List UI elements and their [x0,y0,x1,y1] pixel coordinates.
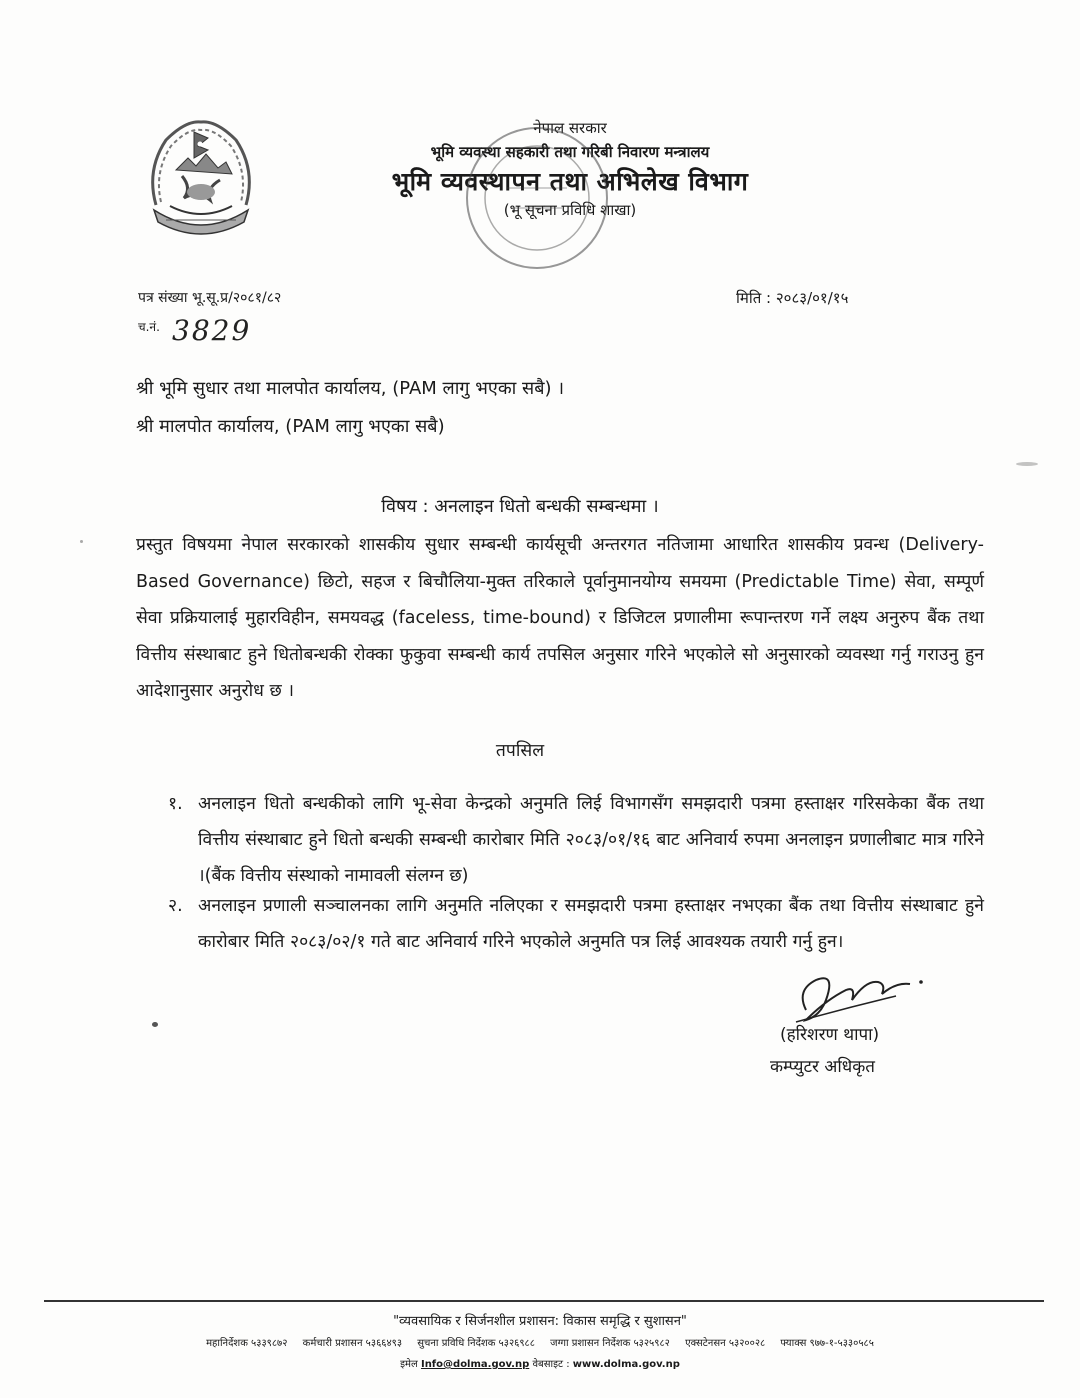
contact-number: फ्याक्स ९७७-१-५३३०५८५ [780,1338,874,1349]
contact-number: कर्मचारी प्रशासन ५३६६४९३ [302,1338,403,1349]
letter-date: मिति : २०८३/०१/१५ [736,289,849,307]
scan-speck [80,540,83,543]
email-link[interactable]: Info@dolma.gov.np [420,1359,530,1370]
footer-web-contacts [0,1356,1080,1370]
annex-item-number: १. [168,794,183,814]
signatory-name: (हरिशरण थापा) [780,1025,880,1045]
contact-number: सुचना प्रविधि निर्देशक ५३२६९८८ [417,1338,535,1349]
contact-number: एक्सटेनसन ५३२००२८ [685,1338,766,1349]
addressee-line: श्री भूमि सुधार तथा मालपोत कार्यालय, (PAM लागु भएका सबै) । [136,378,565,399]
annex-item-text: अनलाइन धितो बन्धकीको लागि भू-सेवा केन्द्रको अनुमति लिई विभागसँग समझदारी पत्रमा हस्ताक्षर गरिसकेका बैंक तथा वित्तीय संस्थाबाट हुने धितो बन्धकी सम्बन्धी कारोबार मिति २०८३/०१/१६ बाट अनिवार्य रुपमा अनलाइन प्रणालीबाट मात्र गरिने ।(बैंक वित्तीय संस्थाको नामावली संलग्न छ) [198,794,984,886]
website-label: वेबसाइट : [532,1359,570,1370]
email-label: इमेल [400,1359,418,1370]
annex-list-item [168,888,984,960]
department-name: भूमि व्यवस्थापन तथा अभिलेख विभाग [391,167,749,196]
letter-body: प्रस्तुत विषयमा नेपाल सरकारको शासकीय सुधार सम्बन्धी कार्यसूची अन्तरगत नतिजामा आधारित शासकीय प्रवन्ध (Delivery-Based Governance) छिटो, सहज र बिचौलिया-मुक्त तरिकाले पूर्वानुमानयोग्य समयमा (Predictable Time) सेवा, सम्पूर्ण सेवा प्रक्रियालाई मुहारविहीन, समयवद्ध (faceless, time-bound) र डिजिटल प्रणालीमा रूपान्तरण गर्ने लक्ष्य अनुरुप बैंक तथा वित्तीय संस्थाबाट हुने धितोबन्धकी रोक्का फुकुवा सम्बन्धी कार्य तपसिल अनुसार गरिने भएकोले सो अनुसारको व्यवस्था गर्नु गराउनु हुन आदेशानुसार अनुरोध छ । [136,535,984,701]
letter-subject [0,494,1080,518]
annex-list-item [168,786,984,894]
contact-number: महानिर्देशक ५३३९८७२ [206,1338,288,1349]
subject-text: विषय : अनलाइन धितो बन्धकी सम्बन्धमा । [381,496,659,517]
nepal-emblem-icon [136,110,266,250]
government-name: नेपाल सरकार [533,119,607,137]
ministry-name: भूमि व्यवस्था सहकारी तथा गरिबी निवारण मन्त्रालय [430,143,710,161]
footer-divider [44,1300,1044,1302]
footer-contacts [40,1335,1040,1349]
scan-speck [1016,462,1038,466]
addressee-line: श्री मालपोत कार्यालय, (PAM लागु भएका सबै) [136,416,445,437]
letter-reference-number: पत्र संख्या भू.सू.प्र/२०८१/८२ [138,290,282,306]
annex-item-text: अनलाइन प्रणाली सञ्चालनका लागि अनुमति नलिएका र समझदारी पत्रमा हस्ताक्षर नभएका बैंक तथा वित्तीय संस्थाबाट हुने कारोबार मिति २०८३/०२/१ गते बाट अनिवार्य गरिने भएकोले अनुमति पत्र लिई आवश्यक तयारी गर्नु हुन। [198,896,984,952]
scan-speck [152,1022,158,1027]
handwritten-signature-icon [786,960,936,1030]
footer-motto: "व्यवसायिक र सिर्जनशील प्रशासन: विकास समृद्धि र सुशासन" [393,1314,687,1329]
annex-heading [0,738,1080,762]
contact-number: जग्गा प्रशासन निर्देशक ५३२५९८२ [550,1338,670,1349]
office-seal-stamp-icon [452,118,622,278]
dispatch-number: 3829 [172,314,252,347]
annex-heading-text: तपसिल [495,741,545,761]
annex-item-number: २. [168,896,183,916]
dispatch-number-label: च.नं. [138,320,160,334]
website-link[interactable]: www.dolma.gov.np [572,1359,680,1370]
section-name: (भू सूचना प्रविधि शाखा) [503,201,637,219]
signatory-title: कम्प्युटर अधिकृत [770,1057,875,1077]
